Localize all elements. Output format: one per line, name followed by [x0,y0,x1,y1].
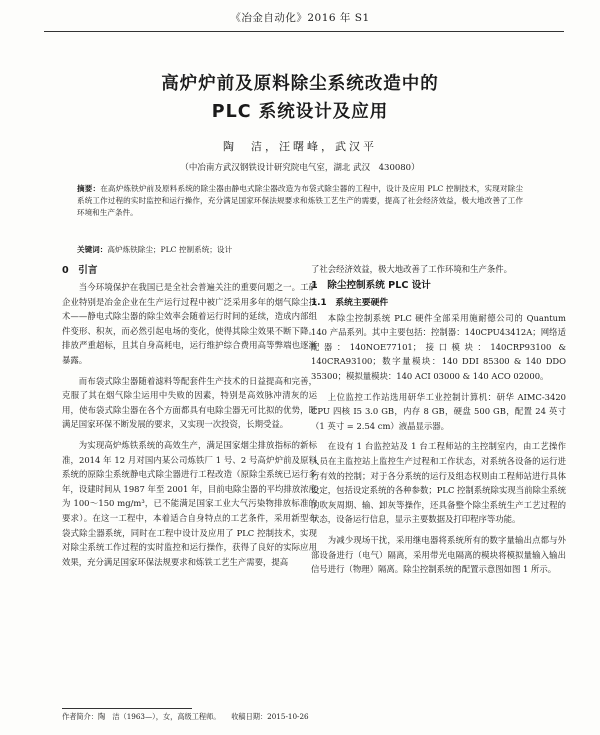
section-heading-intro: 0 引言 [62,265,98,276]
header-rule [44,31,564,32]
keywords [77,244,523,256]
abstract-text: 在高炉炼铁炉前及原料系统的除尘器由静电式除尘器改造为布袋式除尘器的工程中，设计及应用 PLC 控制技术，实现对除尘系统工作过程的实时监控和运行操作，充分满足国家环保法规要求和炼铁工艺生产的需要，提高了社会经济效益，极大地改善了工作环境和生产条件。 [77,184,523,217]
intro-paragraph-2: 而布袋式除尘器随着滤料等配套件生产技术的日益提高和完善，克服了其在烟气除尘运用中失败的因素，特别是高效脉冲清灰的运用，使布袋式除尘器在各个方面都具有电除尘器无可比拟的优势，既满足国家环保不断发展的要求，又实现一次投资，长期受益。 [62,375,317,430]
hardware-paragraph-2: 上位监控工作站选用研华工业控制计算机：研华 AIMC-3420 CPU 四核 I5 3.0 GB，内存 8 GB，硬盘 500 GB，配置 24 英寸（1 英寸 = 2.54 cm）液晶显示器。 [311,391,566,431]
section-heading-1: 1 除尘控制系统 PLC 设计 [311,279,431,291]
keywords-label: 关键词： [77,245,108,254]
paper-title-line1: 高炉炉前及原料除尘系统改造中的 [161,74,439,94]
abstract [77,183,523,219]
intro-paragraph-3: 为实现高炉炼铁系统的高效生产，满足国家烟尘排放指标的新标准，2014 年 12 月对国内某公司炼铁厂 1 号、2 号高炉炉前及原料系统的原除尘系统静电式除尘器进行工程改造（原除尘系统已运行多年，设建时间从 1987 年至 2001 年，目前电除尘器的平均排放浓度为 100～150 mg/m³，已不能满足国家工业大气污染物排放标准的要求）。在这一工程中，本着适合自身特点的工艺条件，采用新型布袋式除尘器系统，同时在工程中设计及应用了 PLC 控制技术，实现对除尘系统工作过程的实时监控和运行操作，获得了良好的实际应用效果，充分满足国家环保法规要求和炼铁工艺生产需要，提高 [62,439,317,567]
footnote-rule [62,708,192,709]
intro-paragraph-1: 当今环境保护在我国已是全社会普遍关注的重要问题之一。工矿企业特别是冶金企业在生产运行过程中被广泛采用多年的烟气除尘技术——静电式除尘器的除尘效率会随着运行时间的延续，造成内部组件变形、积灰，而必然引起电场的变化，使得其除尘效果不断下降。排放严重超标，且其自身高耗电，运行维护综合费用高等弊端也逐渐暴露。 [62,282,317,365]
keywords-text: 高炉炼铁除尘；PLC 控制系统；设计 [107,245,233,254]
right-column [311,262,566,577]
authors: 陶 洁，汪曙峰，武汉平 [223,140,377,153]
left-column [62,262,317,569]
subsection-heading-1-1: 1.1 系统主要硬件 [311,297,389,308]
paper-title-line2: PLC 系统设计及应用 [211,102,389,122]
intro-continuation: 了社会经济效益，极大地改善了工作环境和生产条件。 [311,264,512,274]
affiliation: （中冶南方武汉钢铁设计研究院电气室，湖北 武汉 430080） [180,163,420,173]
hardware-paragraph-4: 为减少现场干扰，采用继电器将系统所有的数字量输出点都与外部设备进行（电气）隔离，采用带光电隔离的模块将模拟量输入输出信号进行（物理）隔离。除尘控制系统的配置示意图如图 1 所示。 [311,534,566,575]
journal-running-header: 《冶金自动化》2016 年 S1 [230,12,370,24]
hardware-paragraph-3: 在设有 1 台监控站及 1 台工程师站的主控制室内，由工艺操作人员在主监控站上监控生产过程和工作状态，对系统各设备的运行进行有效的控制；对于各分系统的运行及组态权则由工程师站进行具体设定，包括设定系统的各种参数；PLC 控制系统除实现当前除尘系统的吹灰周期、输、卸灰等操作，还具备整个除尘系统生产工艺过程的状态，设备运行信息，显示主要数据及打印程序等功能。 [311,441,566,525]
footnote: 作者简介：陶 洁（1963—），女，高级工程师。 收稿日期：2015-10-26 [62,712,309,721]
abstract-label: 摘要： [77,184,101,193]
hardware-paragraph-1: 本除尘控制系统 PLC 硬件全部采用施耐德公司的 Quantum 140 产品系列。其中主要包括：控制器：140CPU43412A；网络适配器：140NOE77101；接口模块：140CRP93100 & 140CRA93100；数字量模块：140 DDI 85300 & 140 DDO 35300；模拟量模块：140 ACI 03000 & 140 ACO 02000。 [311,312,566,381]
